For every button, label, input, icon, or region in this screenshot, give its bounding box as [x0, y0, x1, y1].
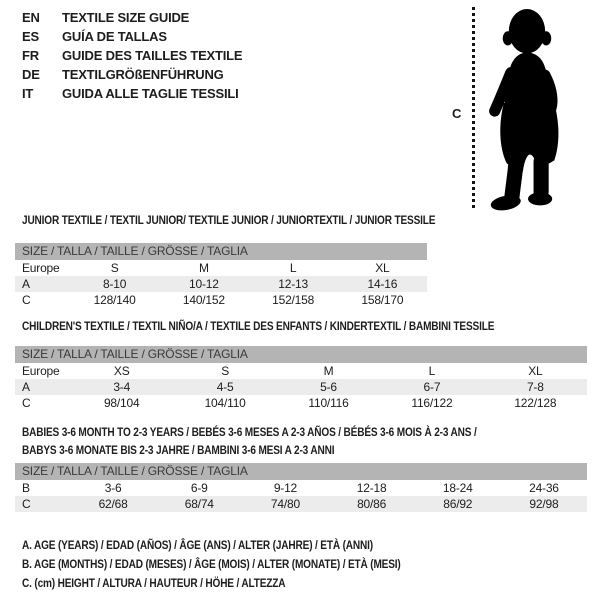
section-title-line: BABIES 3-6 MONTH TO 2-3 YEARS / BEBÉS 3-6 MESES A 2-3 AÑOS / BÉBÉS 3-6 MOIS À 2-3 ANS / — [22, 425, 477, 439]
table-header-bar: SIZE / TALLA / TAILLE / GRÖSSE / TAGLIA — [15, 346, 587, 363]
size-value: 110/116 — [308, 396, 349, 410]
size-value: 80/86 — [357, 497, 387, 511]
language-code: FR — [22, 48, 39, 63]
row-label: B — [22, 481, 30, 495]
size-value: 10-12 — [189, 277, 219, 291]
language-label: GUÍA DE TALLAS — [62, 29, 167, 44]
size-value: 5-6 — [320, 380, 337, 394]
row-label: Europe — [22, 261, 60, 275]
footnote: B. AGE (MONTHS) / EDAD (MESES) / ÂGE (MOIS) / ALTER (MONATE) / ETÀ (MESI) — [22, 557, 401, 571]
language-row — [22, 46, 242, 65]
size-value: XS — [113, 364, 130, 378]
size-value: 12-13 — [278, 277, 308, 291]
row-label: C — [22, 497, 31, 511]
section-title — [22, 319, 508, 334]
size-value: M — [323, 364, 334, 378]
size-value: XL — [375, 261, 390, 275]
table-row — [15, 260, 427, 276]
size-value: M — [198, 261, 209, 275]
language-code: ES — [22, 29, 39, 44]
language-label: TEXTILGRÖßENFÜHRUNG — [62, 67, 224, 82]
table-header-bar: SIZE / TALLA / TAILLE / GRÖSSE / TAGLIA — [15, 463, 587, 480]
size-value: 3-4 — [113, 380, 131, 394]
section-title — [22, 213, 508, 228]
footnotes — [22, 536, 473, 593]
size-table — [15, 243, 427, 308]
table-row — [15, 496, 587, 512]
size-value: 3-6 — [104, 481, 122, 495]
size-value: 158/170 — [361, 293, 404, 307]
size-value: 68/74 — [184, 497, 214, 511]
language-code: DE — [22, 67, 40, 82]
size-value: 98/104 — [103, 396, 140, 410]
size-value: 104/110 — [204, 396, 246, 410]
height-measure-label: C — [452, 106, 462, 121]
table-row — [15, 276, 427, 292]
table-row — [15, 379, 587, 395]
size-value: 18-24 — [442, 481, 473, 495]
row-label: C — [22, 293, 31, 307]
section-title — [22, 423, 508, 459]
baby-silhouette-icon — [478, 4, 580, 212]
size-value: 152/158 — [272, 293, 315, 307]
footnote: A. AGE (YEARS) / EDAD (AÑOS) / ÂGE (ANS) / ALTER (JAHRE) / ETÀ (ANNI) — [22, 538, 373, 552]
size-table — [15, 346, 587, 411]
language-row — [22, 65, 242, 84]
size-value: L — [289, 261, 297, 275]
size-value: 128/140 — [93, 293, 136, 307]
size-value: 140/152 — [182, 293, 225, 307]
size-value: 4-5 — [216, 380, 234, 394]
language-label: TEXTILE SIZE GUIDE — [62, 10, 190, 25]
size-value: 92/98 — [529, 497, 559, 511]
size-value: 86/92 — [443, 497, 473, 511]
row-label: A — [22, 277, 30, 291]
size-value: 116/122 — [411, 396, 453, 410]
language-label: GUIDE DES TAILLES TEXTILE — [62, 48, 243, 63]
table-row — [15, 395, 587, 411]
size-value: 7-8 — [526, 380, 544, 394]
size-value: 9-12 — [273, 481, 298, 495]
baby-figure-area — [440, 0, 600, 220]
footnote: C. (cm) HEIGHT / ALTURA / HAUTEUR / HÖHE / ALTEZZA — [22, 576, 286, 590]
size-table — [15, 463, 587, 512]
size-value: 122/128 — [514, 396, 557, 410]
size-value: 6-9 — [190, 481, 208, 495]
language-code: IT — [22, 86, 34, 101]
language-row — [22, 84, 242, 103]
row-label: C — [22, 396, 31, 410]
size-value: 74/80 — [270, 497, 300, 511]
size-value: 24-36 — [529, 481, 559, 495]
section-childrens-textile — [0, 319, 600, 411]
size-value: L — [428, 364, 436, 378]
table-row — [15, 363, 587, 379]
language-row — [22, 8, 242, 27]
size-value: XL — [528, 364, 543, 378]
size-value: 62/68 — [98, 497, 128, 511]
table-row — [15, 480, 587, 496]
row-label: A — [22, 380, 30, 394]
section-babies-textile — [0, 423, 600, 512]
language-code: EN — [22, 10, 40, 25]
table-header-bar: SIZE / TALLA / TAILLE / GRÖSSE / TAGLIA — [15, 243, 427, 260]
section-title-line: CHILDREN'S TEXTILE / TEXTIL NIÑO/A / TEXTILE DES ENFANTS / KINDERTEXTIL / BAMBINI TESSILE — [22, 319, 495, 333]
size-value: S — [221, 364, 230, 378]
section-junior-textile — [0, 213, 600, 308]
section-title-line: JUNIOR TEXTILE / TEXTIL JUNIOR/ TEXTILE JUNIOR / JUNIORTEXTIL / JUNIOR TESSILE — [22, 213, 436, 227]
size-value: 6-7 — [423, 380, 441, 394]
table-row — [15, 292, 427, 308]
language-row — [22, 27, 242, 46]
size-value: 8-10 — [103, 277, 127, 291]
row-label: Europe — [22, 364, 60, 378]
language-label: GUIDA ALLE TAGLIE TESSILI — [62, 86, 239, 101]
height-measure-dashed-line — [472, 7, 475, 209]
size-value: 14-16 — [367, 277, 398, 291]
language-list — [22, 8, 242, 103]
size-value: 12-18 — [356, 481, 387, 495]
size-value: S — [110, 261, 119, 275]
section-title-line: BABYS 3-6 MONATE BIS 2-3 JAHRE / BAMBINI 3-6 MESI A 2-3 ANNI — [22, 443, 335, 457]
